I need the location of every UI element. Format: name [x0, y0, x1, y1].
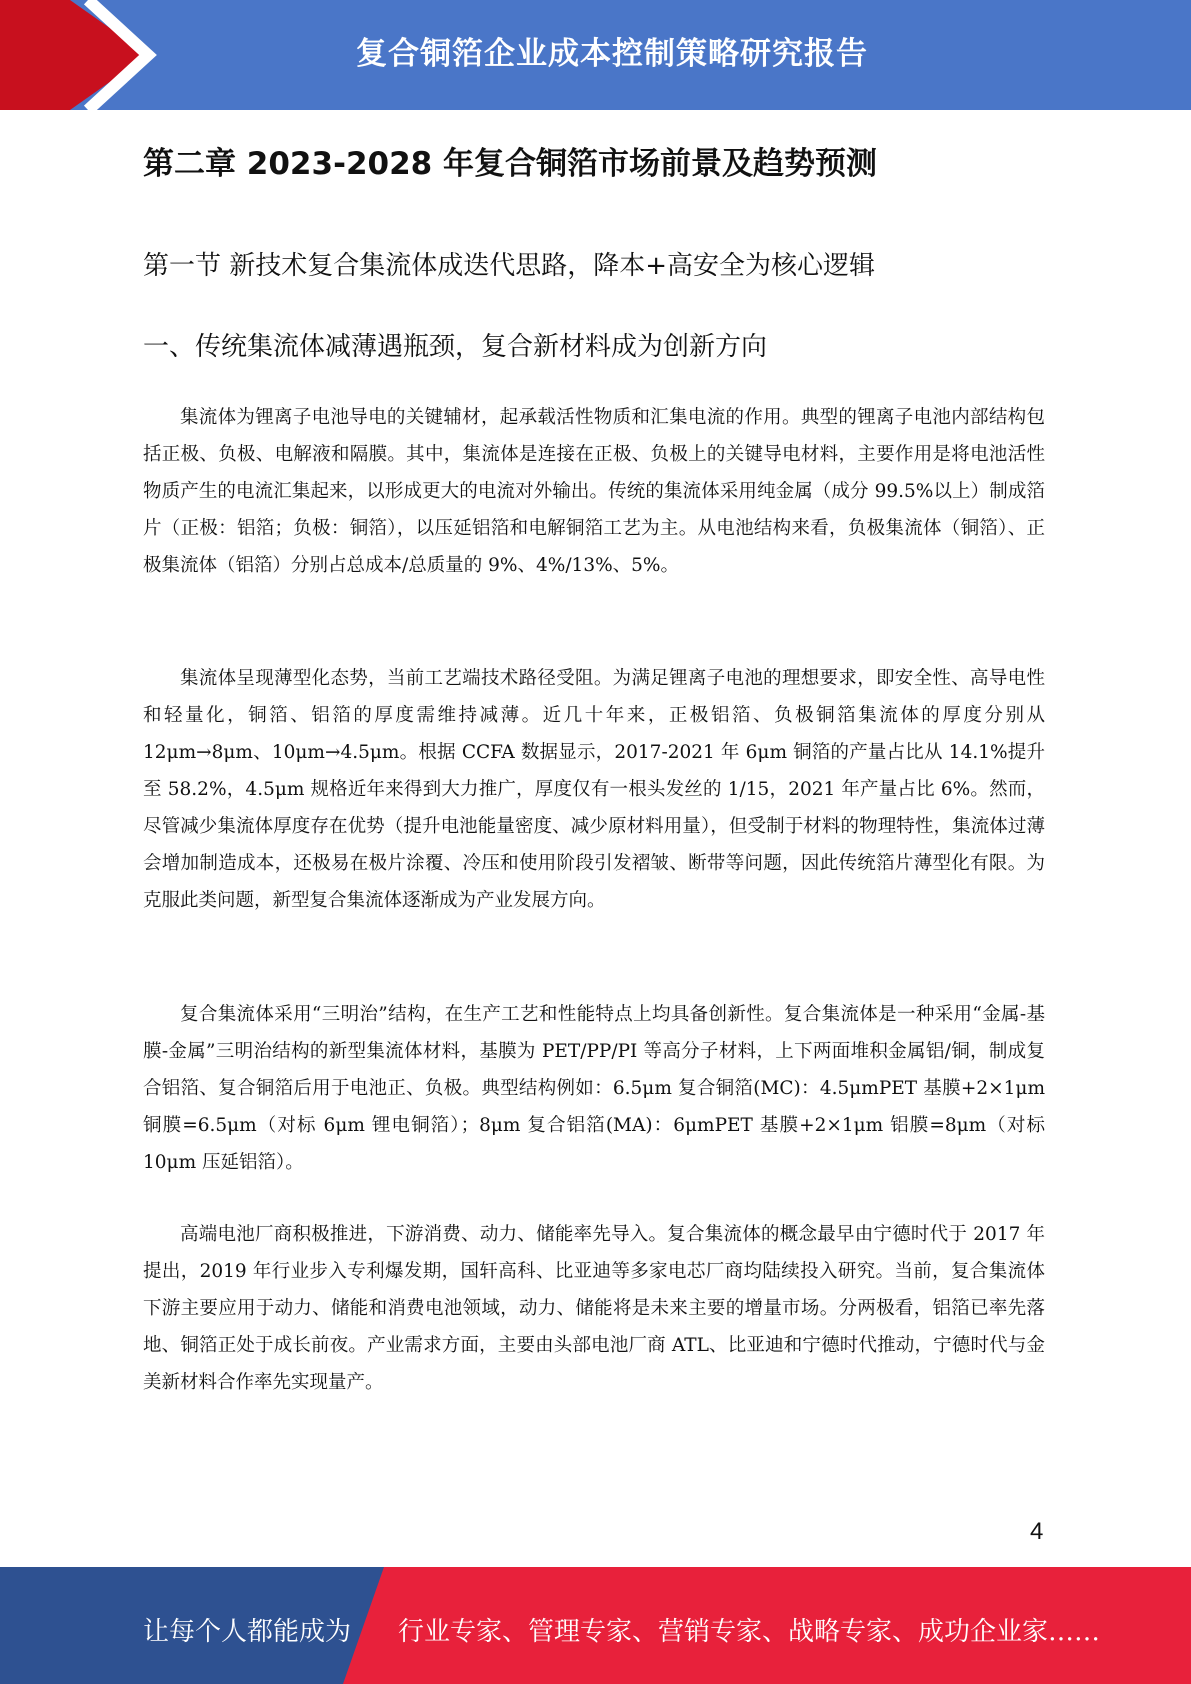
section-title: 第一节 新技术复合集流体成迭代思路，降本+高安全为核心逻辑: [143, 251, 876, 281]
page-number: 4: [1030, 1518, 1044, 1545]
body-paragraph: 集流体为锂离子电池导电的关键辅材，起承载活性物质和汇集电流的作用。典型的锂离子电池内部结构包括正极、负极、电解液和隔膜。其中，集流体是连接在正极、负极上的关键导电材料，主要作用是将电池活性物质产生的电流汇集起来，以形成更大的电流对外输出。传统的集流体采用纯金属（成分 99.5%以上）制成箔片（正极：铝箔；负极：铜箔），以压延铝箔和电解铜箔工艺为主。从电池结构来看，负极集流体（铜箔）、正极集流体（铝箔）分别占总成本/总质量的 9%、4%/13%、5%。: [143, 407, 1045, 576]
page-footer: [0, 1567, 1191, 1684]
footer-slogan-left: 让每个人都能成为: [143, 1617, 352, 1647]
body-paragraph: 高端电池厂商积极推进，下游消费、动力、储能率先导入。复合集流体的概念最早由宁德时代于 2017 年提出，2019 年行业步入专利爆发期，国轩高科、比亚迪等多家电芯厂商均陆续投入研究。当前，复合集流体下游主要应用于动力、储能和消费电池领域，动力、储能将是未来主要的增量市场。分两极看，铝箔已率先落地、铜箔正处于成长前夜。产业需求方面，主要由头部电池厂商 ATL、比亚迪和宁德时代推动，宁德时代与金美新材料合作率先实现量产。: [143, 1224, 1045, 1393]
body-paragraph: 集流体呈现薄型化态势，当前工艺端技术路径受阻。为满足锂离子电池的理想要求，即安全性、高导电性和轻量化，铜箔、铝箔的厚度需维持减薄。近几十年来，正极铝箔、负极铜箔集流体的厚度分别从 12μm→8μm、10μm→4.5μm。根据 CCFA 数据显示，2017-2021 年 6μm 铜箔的产量占比从 14.1%提升至 58.2%，4.5μm 规格近年来得到大力推广，厚度仅有一根头发丝的 1/15，2021 年产量占比 6%。然而，尽管减少集流体厚度存在优势（提升电池能量密度、减少原材料用量），但受制于材料的物理特性，集流体过薄会增加制造成本，还极易在极片涂覆、冷压和使用阶段引发褶皱、断带等问题，因此传统箔片薄型化有限。为克服此类问题，新型复合集流体逐渐成为产业发展方向。: [143, 668, 1045, 911]
subsection-title: 一、传统集流体减薄遇瓶颈，复合新材料成为创新方向: [143, 332, 768, 362]
page-header: [0, 0, 1191, 110]
body-paragraph: 复合集流体采用“三明治”结构，在生产工艺和性能特点上均具备创新性。复合集流体是一种采用“金属-基膜-金属”三明治结构的新型集流体材料，基膜为 PET/PP/PI 等高分子材料，上下两面堆积金属铝/铜，制成复合铝箔、复合铜箔后用于电池正、负极。典型结构例如：6.5μm 复合铜箔(MC)：4.5μmPET 基膜+2×1μm 铜膜=6.5μm（对标 6μm 锂电铜箔）；8μm 复合铝箔(MA)：6μmPET 基膜+2×1μm 铝膜=8μm（对标 10μm 压延铝箔）。: [143, 1004, 1045, 1173]
report-title: 复合铜箔企业成本控制策略研究报告: [356, 36, 868, 72]
chapter-title: 第二章 2023-2028 年复合铜箔市场前景及趋势预测: [143, 146, 878, 182]
footer-slogan-right: 行业专家、管理专家、营销专家、战略专家、成功企业家……: [398, 1617, 1101, 1647]
